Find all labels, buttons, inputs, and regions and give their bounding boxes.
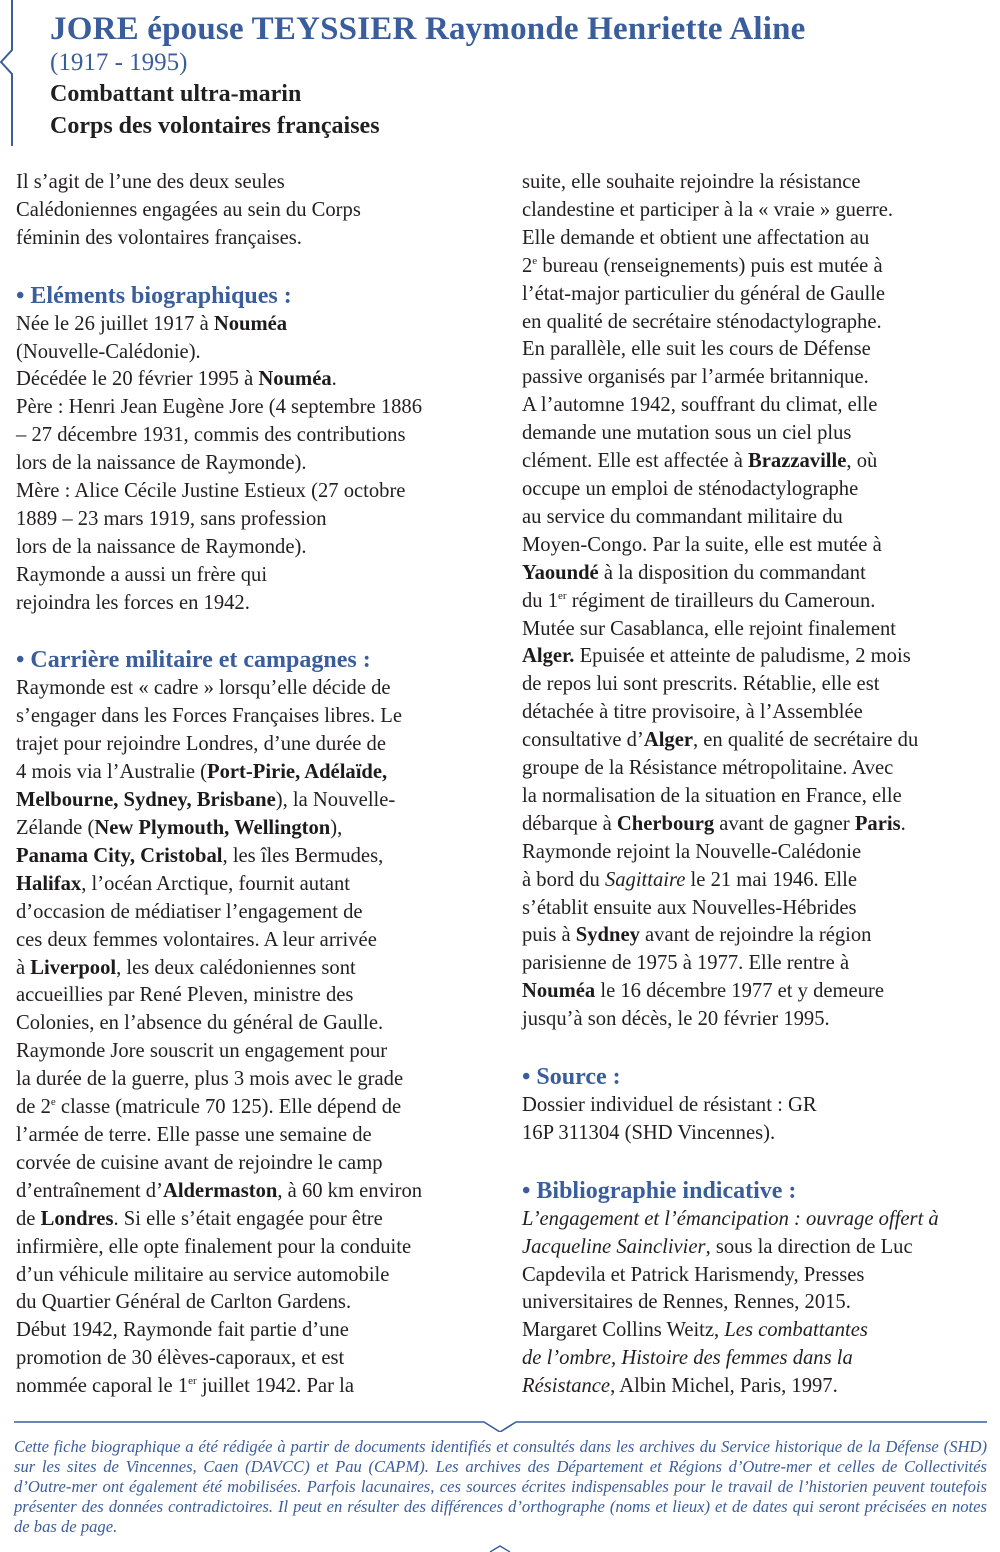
career-line: trajet pour rejoindre Londres, d’une durée de xyxy=(16,733,386,756)
career-line: Halifax, l’océan Arctique, fournit autant xyxy=(16,872,350,895)
sibling-line: Raymonde a aussi un frère qui xyxy=(16,563,268,586)
career-line: d’occasion de médiatiser l’engagement de xyxy=(16,900,363,923)
bottom-notch-ornament xyxy=(0,1540,1000,1552)
career-line: Moyen-Congo. Par la suite, elle est mutée à xyxy=(522,533,882,556)
career-line: détachée à titre provisoire, à l’Assemblée xyxy=(522,701,863,724)
intro-line: Calédoniennes engagées au sein du Corps xyxy=(16,198,361,221)
career-line: du 1er régiment de tirailleurs du Cameroun. xyxy=(522,589,876,612)
career-line: l’armée de terre. Elle passe une semaine de xyxy=(16,1123,372,1146)
career-line: de Londres. Si elle s’était engagée pour être xyxy=(16,1207,383,1230)
biblio-line: de l’ombre, Histoire des femmes dans la xyxy=(522,1347,853,1370)
father-line: Père : Henri Jean Eugène Jore (4 septembre 1886 xyxy=(16,396,423,419)
bibliography-paragraph xyxy=(522,1206,992,1401)
career-line: débarque à Cherbourg avant de gagner Paris. xyxy=(522,812,906,835)
career-line: Yaoundé à la disposition du commandant xyxy=(522,561,866,584)
intro-paragraph xyxy=(16,169,491,253)
biblio-line: Margaret Collins Weitz, Les combattantes xyxy=(522,1319,868,1342)
footer-divider xyxy=(0,1412,1000,1432)
career-line: 4 mois via l’Australie (Port-Pirie, Adélaïde, xyxy=(16,761,388,784)
career-line: corvée de cuisine avant de rejoindre le camp xyxy=(16,1151,383,1174)
career-line: Alger. Epuisée et atteinte de paludisme, 2 mois xyxy=(522,645,911,668)
career-line: groupe de la Résistance métropolitaine. Avec xyxy=(522,757,894,780)
career-line: l’état-major particulier du général de Gaulle xyxy=(522,282,886,305)
career-line: Raymonde Jore souscrit un engagement pour xyxy=(16,1040,388,1063)
career-line: suite, elle souhaite rejoindre la résistance xyxy=(522,171,861,193)
career-line: Début 1942, Raymonde fait partie d’une xyxy=(16,1319,349,1342)
career-line: clément. Elle est affectée à Brazzaville, où xyxy=(522,450,878,473)
career-line: nommée caporal le 1er juillet 1942. Par la xyxy=(16,1375,354,1398)
place-link: Nouméa xyxy=(213,312,288,335)
career-line: parisienne de 1975 à 1977. Elle rentre à xyxy=(522,952,850,975)
biblio-line: Résistance, Albin Michel, Paris, 1997. xyxy=(522,1375,838,1398)
bio-line: 1889 – 23 mars 1919, sans profession xyxy=(16,507,327,530)
bio-line: (Nouvelle-Calédonie). xyxy=(16,340,201,363)
life-dates: (1917 - 1995) xyxy=(50,49,188,76)
career-line: Melbourne, Sydney, Brisbane), la Nouvelle- xyxy=(16,789,396,812)
career-line: en qualité de secrétaire sténodactylographe. xyxy=(522,310,882,333)
header-bracket-ornament xyxy=(0,0,20,150)
intro-line: féminin des volontaires françaises. xyxy=(16,226,302,249)
biblio-line: universitaires de Rennes, Rennes, 2015. xyxy=(522,1291,851,1314)
section-title-bio: • Eléments biographiques : xyxy=(16,282,292,309)
career-line: au service du commandant militaire du xyxy=(522,505,843,528)
subtitle-corps: Corps des volontaires françaises xyxy=(50,113,380,139)
career-paragraph-continued xyxy=(522,169,992,1034)
career-paragraph xyxy=(16,675,491,1401)
career-line: la normalisation de la situation en France, elle xyxy=(522,784,902,807)
ship-name: Sagittaire xyxy=(604,868,686,891)
career-line: d’un véhicule militaire au service automobile xyxy=(16,1263,390,1286)
person-name-title: JORE épouse TEYSSIER Raymonde Henriette Aline xyxy=(50,11,806,47)
left-column xyxy=(16,169,491,1401)
birth-line: Née le 26 juillet 1917 à Nouméa xyxy=(16,312,288,335)
career-line: accueillies par René Pleven, ministre des xyxy=(16,984,354,1007)
career-line: de repos lui sont prescrits. Rétablie, elle est xyxy=(522,673,880,696)
section-title-source: • Source : xyxy=(522,1063,621,1090)
section-title-bibliography: • Bibliographie indicative : xyxy=(522,1177,797,1204)
career-line: à Liverpool, les deux calédoniennes sont xyxy=(16,956,356,979)
career-line: de 2e classe (matricule 70 125). Elle dépend de xyxy=(16,1096,402,1119)
biblio-line: Jacqueline Sainclivier, sous la direction de Luc xyxy=(522,1235,913,1258)
right-column xyxy=(522,169,992,1401)
section-title-career: • Carrière militaire et campagnes : xyxy=(16,647,371,674)
intro-line: Il s’agit de l’une des deux seules xyxy=(16,171,285,193)
page-header xyxy=(50,10,806,142)
source-line: 16P 311304 (SHD Vincennes). xyxy=(522,1121,776,1144)
death-line: Décédée le 20 février 1995 à Nouméa. xyxy=(16,368,337,391)
career-line: clandestine et participer à la « vraie » guerre. xyxy=(522,198,894,221)
source-line: Dossier individuel de résistant : GR xyxy=(522,1093,817,1116)
career-line: jusqu’à son décès, le 20 février 1995. xyxy=(522,1008,830,1031)
career-line: Nouméa le 16 décembre 1977 et y demeure xyxy=(522,980,884,1003)
career-line: Raymonde est « cadre » lorsqu’elle décide de xyxy=(16,677,391,700)
career-line: En parallèle, elle suit les cours de Défense xyxy=(522,338,871,361)
career-line: s’établit ensuite aux Nouvelles-Hébrides xyxy=(522,896,857,919)
career-line: Panama City, Cristobal, les îles Bermudes, xyxy=(16,844,384,867)
source-paragraph xyxy=(522,1092,992,1148)
career-line: la durée de la guerre, plus 3 mois avec le grade xyxy=(16,1068,404,1091)
footer-disclaimer: Cette fiche biographique a été rédigée à partir de documents identifiés et consultés dans les archives du Service historique de la Défense (SHD) sur les sites de Vincennes, Caen (DAVCC) et Pau (CAPM). Les archives des Département et Régions d’Outre-mer et celles de Collectivités d’Outre-mer ont également été mobilisées. Parfois lacunaires, ces sources écrites indispensables pour le travail de l’historien peuvent toutefois présenter des données contradictoires. Il peut en résulter des différences d’orthographe (noms et lieux) et de dates qui seront précisées en notes de bas de page. xyxy=(14,1437,987,1536)
career-line: Zélande (New Plymouth, Wellington), xyxy=(16,817,343,839)
place-link: Nouméa xyxy=(258,368,332,391)
career-line: consultative d’Alger, en qualité de secrétaire du xyxy=(522,729,919,752)
career-line: promotion de 30 élèves-caporaux, et est xyxy=(16,1347,345,1370)
bio-line: rejoindra les forces en 1942. xyxy=(16,591,250,614)
mother-line: Mère : Alice Cécile Justine Estieux (27 octobre xyxy=(16,480,406,503)
career-line: du Quartier Général de Carlton Gardens. xyxy=(16,1291,352,1314)
biblio-line: Capdevila et Patrick Harismendy, Presses xyxy=(522,1263,865,1286)
bio-line: – 27 décembre 1931, commis des contributions xyxy=(16,424,406,447)
bio-line: lors de la naissance de Raymonde). xyxy=(16,452,307,475)
career-line: à bord du Sagittaire le 21 mai 1946. Elle xyxy=(522,868,857,891)
career-line: demande une mutation sous un ciel plus xyxy=(522,422,852,445)
career-line: Mutée sur Casablanca, elle rejoint finalement xyxy=(522,617,896,640)
career-line: infirmière, elle opte finalement pour la conduite xyxy=(16,1235,412,1258)
bio-paragraph xyxy=(16,311,491,618)
biblio-line: L’engagement et l’émancipation : ouvrage offert à xyxy=(522,1207,939,1230)
career-line: ces deux femmes volontaires. A leur arrivée xyxy=(16,928,377,951)
career-line: Colonies, en l’absence du général de Gaulle. xyxy=(16,1012,384,1035)
career-line: Elle demande et obtient une affectation au xyxy=(522,226,870,249)
career-line: d’entraînement d’Aldermaston, à 60 km environ xyxy=(16,1179,423,1202)
subtitle-category: Combattant ultra-marin xyxy=(50,81,302,107)
career-line: passive organisés par l’armée britannique. xyxy=(522,366,869,389)
career-line: puis à Sydney avant de rejoindre la région xyxy=(522,924,872,947)
career-line: s’engager dans les Forces Françaises libres. Le xyxy=(16,705,403,728)
career-line: Raymonde rejoint la Nouvelle-Calédonie xyxy=(522,840,862,863)
career-line: 2e bureau (renseignements) puis est mutée à xyxy=(522,254,883,277)
bio-line: lors de la naissance de Raymonde). xyxy=(16,535,307,558)
career-line: A l’automne 1942, souffrant du climat, elle xyxy=(522,394,878,417)
career-line: occupe un emploi de sténodactylographe xyxy=(522,477,859,500)
